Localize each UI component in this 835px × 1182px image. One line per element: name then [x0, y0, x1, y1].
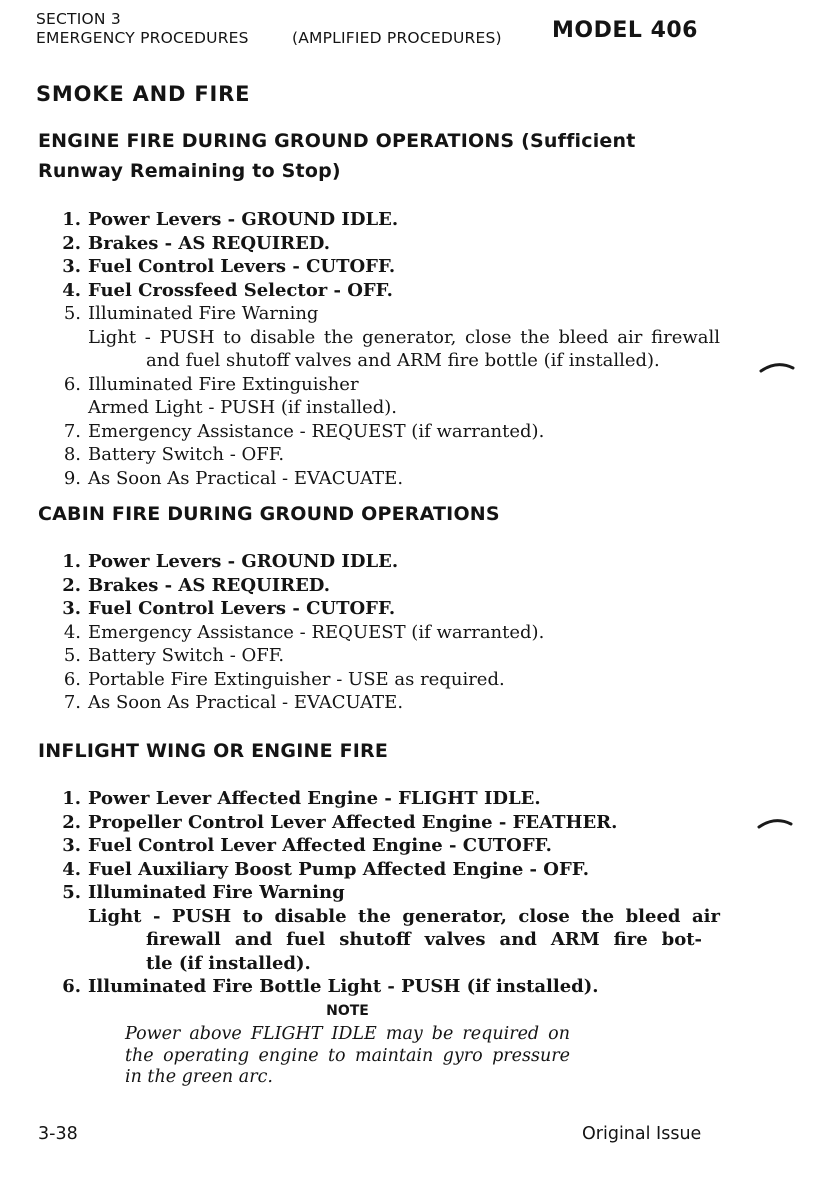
- procedure-item: [48, 597, 544, 621]
- note-label: NOTE: [326, 1003, 369, 1019]
- section-heading: [38, 737, 388, 767]
- item-number: 2.: [62, 232, 81, 254]
- procedure-item: [48, 834, 720, 858]
- item-line: Fuel Auxiliary Boost Pump Affected Engine - OFF.: [88, 858, 589, 880]
- procedure-list: [48, 550, 544, 715]
- procedure-item: [48, 644, 544, 668]
- item-text: [88, 691, 403, 715]
- procedure-item: [48, 255, 720, 279]
- item-line: Battery Switch - OFF.: [88, 645, 285, 666]
- item-line: Brakes - AS REQUIRED.: [88, 574, 331, 596]
- item-line: Power Levers - GROUND IDLE.: [88, 551, 399, 572]
- footer-page-number: 3-38: [38, 1124, 78, 1144]
- item-text: [88, 787, 541, 811]
- item-line: As Soon As Practical - EVACUATE.: [88, 467, 404, 489]
- item-number: 7.: [63, 692, 81, 713]
- procedure-list: [48, 787, 720, 999]
- item-text: [88, 232, 330, 256]
- section-heading-line: ENGINE FIRE DURING GROUND OPERATIONS (Sufficient: [38, 130, 636, 152]
- section-heading-line: INFLIGHT WING OR ENGINE FIRE: [38, 740, 389, 762]
- procedure-item: [48, 232, 720, 256]
- item-line: Illuminated Fire Extinguisher: [88, 373, 359, 395]
- item-line: Emergency Assistance - REQUEST (if warranted).: [88, 420, 545, 442]
- item-number: 4.: [63, 621, 81, 643]
- item-line: firewall and fuel shutoff valves and ARM fire bot-: [146, 929, 702, 950]
- item-text: [88, 881, 720, 975]
- item-number: 1.: [62, 551, 81, 572]
- procedure-item: [48, 811, 720, 835]
- item-text: [88, 834, 552, 858]
- item-line: Propeller Control Lever Affected Engine - FEATHER.: [88, 811, 618, 833]
- header-section-title: EMERGENCY PROCEDURES: [36, 28, 249, 47]
- item-number: 2.: [62, 574, 81, 596]
- item-line: Armed Light - PUSH (if installed).: [88, 397, 398, 418]
- item-text: [88, 597, 395, 621]
- procedure-item: [48, 467, 720, 491]
- section-heading-line: Runway Remaining to Stop): [38, 159, 341, 182]
- procedure-item: [48, 621, 544, 645]
- procedure-item: [48, 858, 720, 882]
- item-text: [88, 574, 330, 598]
- item-text: [88, 811, 617, 835]
- item-line: Illuminated Fire Bottle Light - PUSH (if installed).: [88, 976, 599, 997]
- item-line: and fuel shutoff valves and ARM fire bottle (if installed).: [146, 350, 660, 371]
- note-line: the operating engine to maintain gyro pressure: [125, 1045, 570, 1066]
- item-text: [88, 858, 589, 882]
- item-text: [88, 420, 544, 444]
- item-text: [88, 621, 544, 645]
- item-number: 1.: [62, 209, 81, 230]
- header-amplified-procedures: (AMPLIFIED PROCEDURES): [292, 29, 502, 47]
- item-text: [88, 302, 720, 373]
- item-number: 6.: [62, 976, 81, 997]
- item-line: Illuminated Fire Warning: [88, 882, 345, 903]
- item-text: [88, 279, 393, 303]
- section-heading: [38, 127, 636, 186]
- header-left-block: [36, 10, 249, 47]
- item-line: tle (if installed).: [146, 952, 311, 974]
- item-line: Brakes - AS REQUIRED.: [88, 232, 331, 254]
- item-line: Fuel Control Levers - CUTOFF.: [88, 256, 396, 277]
- item-number: 1.: [62, 788, 81, 809]
- procedure-item: [48, 574, 544, 598]
- item-line: Emergency Assistance - REQUEST (if warranted).: [88, 621, 545, 643]
- item-line: Power Lever Affected Engine - FLIGHT IDLE.: [88, 788, 541, 809]
- header-section-number: SECTION 3: [36, 10, 121, 28]
- item-text: [88, 644, 284, 668]
- item-number: 4.: [62, 858, 81, 880]
- procedure-item: [48, 691, 544, 715]
- item-line: Power Levers - GROUND IDLE.: [88, 209, 399, 230]
- item-number: 6.: [63, 373, 81, 395]
- page-title: SMOKE AND FIRE: [36, 82, 251, 106]
- note-text: [125, 1024, 570, 1089]
- item-text: [88, 255, 395, 279]
- procedure-item: [48, 373, 720, 420]
- item-line: Illuminated Fire Warning: [88, 303, 319, 324]
- procedure-item: [48, 420, 720, 444]
- item-line: Fuel Crossfeed Selector - OFF.: [88, 279, 393, 301]
- procedure-item: [48, 208, 720, 232]
- procedure-item: [48, 668, 544, 692]
- item-number: 8.: [63, 444, 81, 465]
- procedure-item: [48, 443, 720, 467]
- item-line: Fuel Control Levers - CUTOFF.: [88, 598, 396, 619]
- item-number: 3.: [62, 598, 81, 619]
- section-heading: [38, 500, 500, 530]
- item-number: 3.: [62, 835, 81, 856]
- item-number: 5.: [63, 645, 81, 666]
- item-line: Light - PUSH to disable the generator, close the bleed air: [88, 905, 720, 927]
- item-line: Battery Switch - OFF.: [88, 444, 285, 465]
- margin-arc-mark-icon: [759, 359, 795, 375]
- item-number: 3.: [62, 256, 81, 277]
- note-line: in the green arc.: [125, 1067, 273, 1087]
- margin-arc-mark-icon: [757, 815, 793, 831]
- item-text: [88, 373, 397, 420]
- procedure-item: [48, 302, 720, 373]
- item-text: [88, 550, 398, 574]
- item-number: 5.: [62, 882, 81, 903]
- item-number: 5.: [63, 303, 81, 324]
- procedure-list: [48, 208, 720, 490]
- procedure-item: [48, 550, 544, 574]
- section-heading-line: CABIN FIRE DURING GROUND OPERATIONS: [38, 503, 500, 525]
- item-number: 7.: [63, 420, 81, 442]
- procedure-item: [48, 881, 720, 975]
- item-text: [88, 668, 505, 692]
- item-text: [88, 975, 599, 999]
- procedure-item: [48, 975, 720, 999]
- item-text: [88, 467, 403, 491]
- item-number: 9.: [63, 467, 81, 489]
- item-text: [88, 208, 398, 232]
- item-number: 6.: [63, 668, 81, 690]
- item-number: 4.: [62, 279, 81, 301]
- item-line: Portable Fire Extinguisher - USE as required.: [88, 668, 505, 690]
- note-line: Power above FLIGHT IDLE may be required on: [125, 1024, 570, 1044]
- item-number: 2.: [62, 811, 81, 833]
- item-text: [88, 443, 284, 467]
- procedure-item: [48, 279, 720, 303]
- item-line: Fuel Control Lever Affected Engine - CUTOFF.: [88, 835, 552, 856]
- item-line: Light - PUSH to disable the generator, close the bleed air firewall: [88, 326, 720, 348]
- header-model-number: MODEL 406: [552, 18, 698, 43]
- procedure-item: [48, 787, 720, 811]
- item-line: As Soon As Practical - EVACUATE.: [88, 692, 404, 713]
- footer-issue-label: Original Issue: [582, 1124, 702, 1144]
